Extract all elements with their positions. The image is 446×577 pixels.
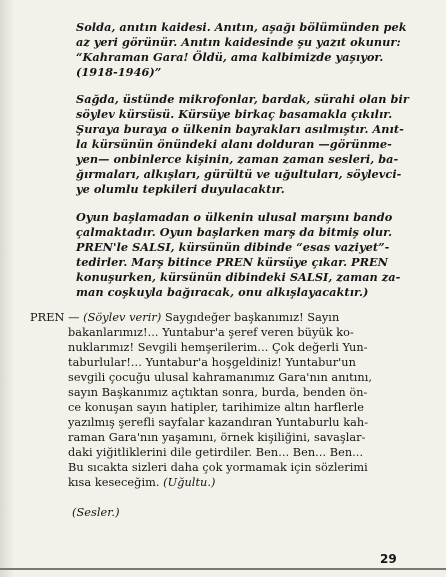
speech-line: taburlular!... Yuntabur'a hoşgeldiniz! Yuntabur'un	[68, 356, 356, 369]
speech-direction: (Söylev verir)	[83, 311, 162, 324]
speech-line: Bu sıcakta sizleri daha çok yormamak için sözlerimi	[68, 461, 368, 474]
speech-last-line	[68, 476, 215, 490]
text-line: ye olumlu tepkileri duyulacaktır.	[76, 182, 285, 196]
text-line: Sağda, üstünde mikrofonlar, bardak, sürahi olan bir	[76, 92, 409, 106]
speaker-name: PREN	[30, 311, 65, 324]
text-line: “Kahraman Gara! Öldü, ama kalbimizde yaşıyor.	[76, 50, 384, 64]
stage-direction-inline: (Uğultu.)	[163, 476, 216, 489]
text-line: az yeri görünür. Anıtın kaidesinde şu yazıt okunur:	[76, 35, 401, 49]
text-line: (1918-1946)”	[76, 65, 162, 79]
dash: —	[68, 311, 80, 324]
text-line: PREN'le SALSI, kürsünün dibinde “esas vaziyet”-	[76, 240, 390, 254]
speech-line: nuklarımız! Sevgili hemşerilerim... Çok değerli Yun-	[68, 341, 368, 354]
text-line: Şuraya buraya o ülkenin bayrakları asılmıştır. Anıt-	[76, 122, 404, 136]
stage-direction-voices: (Sesler.)	[72, 506, 120, 519]
speech-line: daki yiğitliklerini dile getirdiler. Ben... Ben... Ben...	[68, 446, 364, 459]
speech-line: raman Gara'nın yaşamını, örnek kişiliğini, savaşlar-	[68, 431, 366, 444]
text-line: Oyun başlamadan o ülkenin ulusal marşını bando	[76, 210, 393, 224]
text-line: söylev kürsüsü. Kürsüye birkaç basamakla çıkılır.	[76, 107, 393, 121]
bottom-rule	[0, 568, 446, 570]
text-line: yen— onbinlerce kişinin, zaman zaman sesleri, ba-	[76, 152, 399, 166]
text-line: man coşkuyla bağıracak, onu alkışlayacaktır.)	[76, 285, 369, 299]
speech-text: kısa keseceğim.	[68, 476, 160, 489]
speech-line: sevgili çocuğu ulusal kahramanımız Gara'nın anıtını,	[68, 371, 373, 384]
speech-text: Saygıdeğer başkanımız! Sayın	[164, 311, 340, 324]
speech-line: sayın Başkanımız açtıktan sonra, burda, benden ön-	[68, 386, 368, 399]
text-line: konuşurken, kürsünün dibindeki SALSI, zaman za-	[76, 270, 401, 284]
speech-line: ce konuşan sayın hatipler, tarihimize altın harflerle	[68, 401, 364, 414]
page-number: 29	[380, 552, 397, 566]
text-line: Solda, anıtın kaidesi. Anıtın, aşağı bölümünden pek	[76, 20, 407, 34]
text-line: ğırmaları, alkışları, gürültü ve uğultuları, söylevci-	[76, 167, 402, 181]
speech-first-line	[30, 311, 339, 325]
text-line: tedirler. Marş bitince PREN kürsüye çıkar. PREN	[76, 255, 389, 269]
text-line: la kürsünün önündeki alanı dolduran —görünme-	[76, 137, 392, 151]
speech-line: bakanlarımız!... Yuntabur'a şeref veren büyük ko-	[68, 326, 354, 339]
text-line: çalmaktadır. Oyun başlarken marş da bitmiş olur.	[76, 225, 393, 239]
speech-line: yazılmış şerefli sayfalar kazandıran Yuntaburlu kah-	[68, 416, 369, 429]
